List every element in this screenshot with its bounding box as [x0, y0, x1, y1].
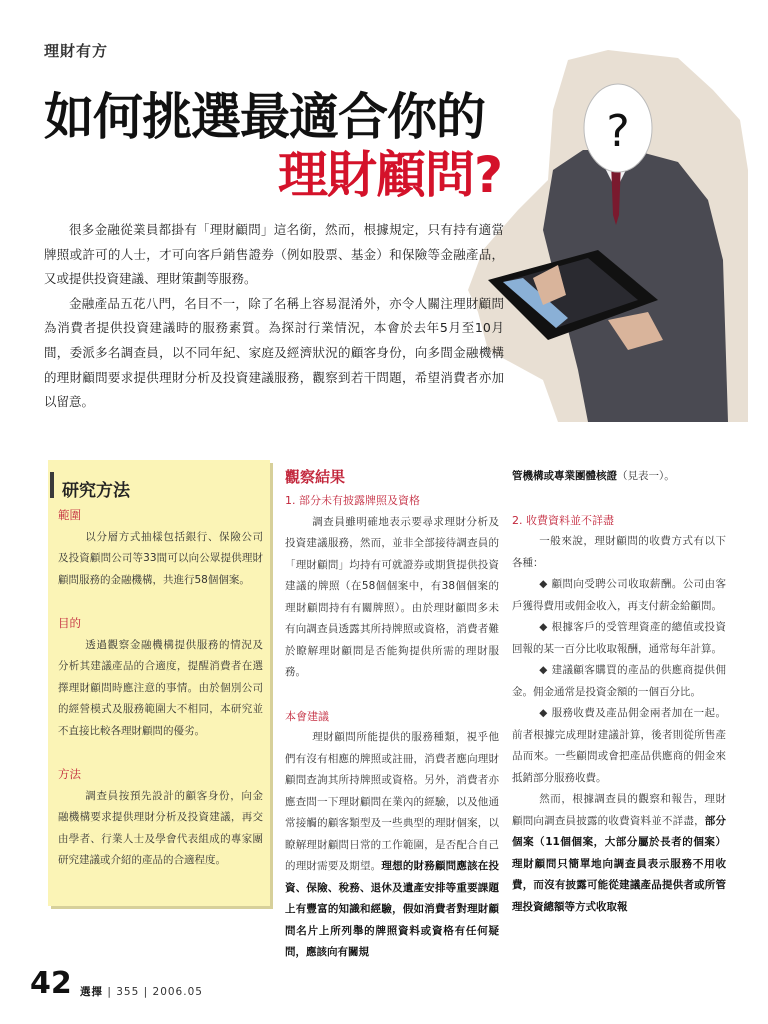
- finding-2-heading: 2. 收費資料並不詳盡: [512, 513, 614, 527]
- fee-item-2: ◆ 根據客戶的受管理資產的總值或投資回報的某一百分比收取報酬，通常每年計算。: [512, 621, 726, 655]
- observations-column: [285, 490, 499, 964]
- footer-info: [80, 984, 203, 999]
- finding-1-heading: 1. 部分未有披露牌照及資格: [285, 494, 420, 507]
- footer-divider: |: [107, 986, 112, 998]
- purpose-label: 目的: [58, 616, 81, 630]
- research-title: 研究方法: [62, 481, 130, 501]
- issue-number: 355: [116, 986, 140, 998]
- intro-paragraph-2: 金融產品五花八門，名目不一，除了名稱上容易混淆外，亦令人關注理財顧問為消費者提供投資建議時的服務素質。為探討行業情況，本會於去年5月至10月間，委派多名調查員，以不同年紀、家庭及經濟狀況的顧客身份，向多間金融機構的理財顧問要求提供理財分析及投資建議服務，觀察到若干問題，希望消費者亦加以留意。: [44, 295, 504, 410]
- method-text: 調查員按預先設計的顧客身份，向金融機構要求提供理財分析及投資建議，再交由學者、行業人士及學會代表組成的專家團研究建議或介紹的產品的合適程度。: [58, 789, 263, 866]
- research-body: [58, 505, 263, 872]
- method-label: 方法: [58, 767, 81, 781]
- research-box-accent-bar: [50, 472, 54, 498]
- fee-item-4: ◆ 服務收費及產品佣金兩者加在一起。前者根據完成理財建議計算，後者則從所售產品而來。一些顧問或會把產品供應商的佣金來抵銷部分服務收費。: [512, 707, 726, 784]
- fee-item-1: ◆ 顧問向受聘公司收取薪酬。公司由客戶獲得費用或佣金收入，再支付薪金給顧問。: [512, 578, 726, 612]
- fee-item-3: ◆ 建議顧客購買的產品的供應商提供佣金。佣金通常是投資金額的一個百分比。: [512, 664, 726, 698]
- advice-heading: 本會建議: [285, 709, 329, 723]
- final-paragraph: [512, 789, 726, 918]
- scope-label: 範圍: [58, 508, 81, 522]
- fee-intro: 一般來說，理財顧問的收費方式有以下各種：: [512, 535, 726, 569]
- final-bold-text: 部分個案（11個個案，大部分屬於長者的個案）理財顧問只簡單地向調查員表示服務不用收費，而沒有披露可能從建議產品提供者或所管理投資總額等方式收取報: [512, 814, 727, 913]
- footer-divider: |: [143, 986, 149, 998]
- purpose-text: 透過觀察金融機構提供服務的情況及分析其建議產品的合適度，提醒消費者在選擇理財顧問時應注意的事情。由於個別公司的經營模式及服務範圍大不相同，本研究並不直接比較各理財顧問的優劣。: [58, 638, 263, 737]
- observations-title: 觀察結果: [285, 468, 346, 486]
- final-normal-text: 然而，根據調查員的觀察和報告，理財顧問向調查員披露的收費資料並不詳盡，: [512, 793, 726, 827]
- intro-paragraph-1: 很多金融從業員都掛有「理財顧問」這名銜，然而，根據規定，只有持有適當牌照或許可的人士，才可向客戶銷售證券（例如股票、基金）和保險等金融產品，又或提供投資建議、理財策劃等服務。: [44, 222, 504, 287]
- magazine-name: 選擇: [80, 986, 103, 998]
- advice-text: [285, 727, 499, 964]
- intro-text: [44, 218, 504, 415]
- section-tag: 理財有方: [44, 42, 109, 60]
- right-column: [512, 466, 726, 918]
- title-line-1: 如何挑選最適合你的: [44, 88, 485, 146]
- advice-bold-text: 理想的財務顧問應該在投資、保險、稅務、退休及遺產安排等重要課題上有豐富的知識和經驗，假如消費者對理財顧問名片上所列舉的牌照資料或資格有任何疑問，應該向有關規: [285, 860, 500, 958]
- issue-date: 2006.05: [152, 986, 203, 998]
- finding-1-text: 調查員雖明確地表示要尋求理財分析及投資建議服務，然而，並非全部接待調查員的「理財顧問」均持有可就證券或期貨提供投資建議的牌照（在58個個案中，有38個個案的理財顧問持有有關牌照）。由於理財顧問多未有向調查員透露其所持牌照或資格，消費者難於瞭解理財顧問是否能夠提供所需的理財服務。: [285, 515, 499, 678]
- advice-continued-bold: 管機構或專業團體核證: [512, 470, 617, 482]
- page-number: 42: [30, 966, 72, 1001]
- question-mark: ?: [606, 106, 630, 157]
- advice-continued-text: （見表一）。: [617, 470, 675, 482]
- scope-text: 以分層方式抽樣包括銀行、保險公司及投資顧問公司等33間可以向公眾提供理財顧問服務的金融機構，共進行58個個案。: [58, 530, 263, 586]
- advice-normal-text: 理財顧問所能提供的服務種類，視乎他們有沒有相應的牌照或註冊，消費者應向理財顧問查詢其所持牌照或資格。另外，消費者亦應查問一下理財顧問在業內的經驗，以及他通常接觸的顧客類型及一些典型的理財個案，以瞭解理財顧問日常的工作範圍，是否配合自己的理財需要及期望。: [285, 731, 499, 872]
- title-line-2: 理財顧問?: [278, 146, 503, 204]
